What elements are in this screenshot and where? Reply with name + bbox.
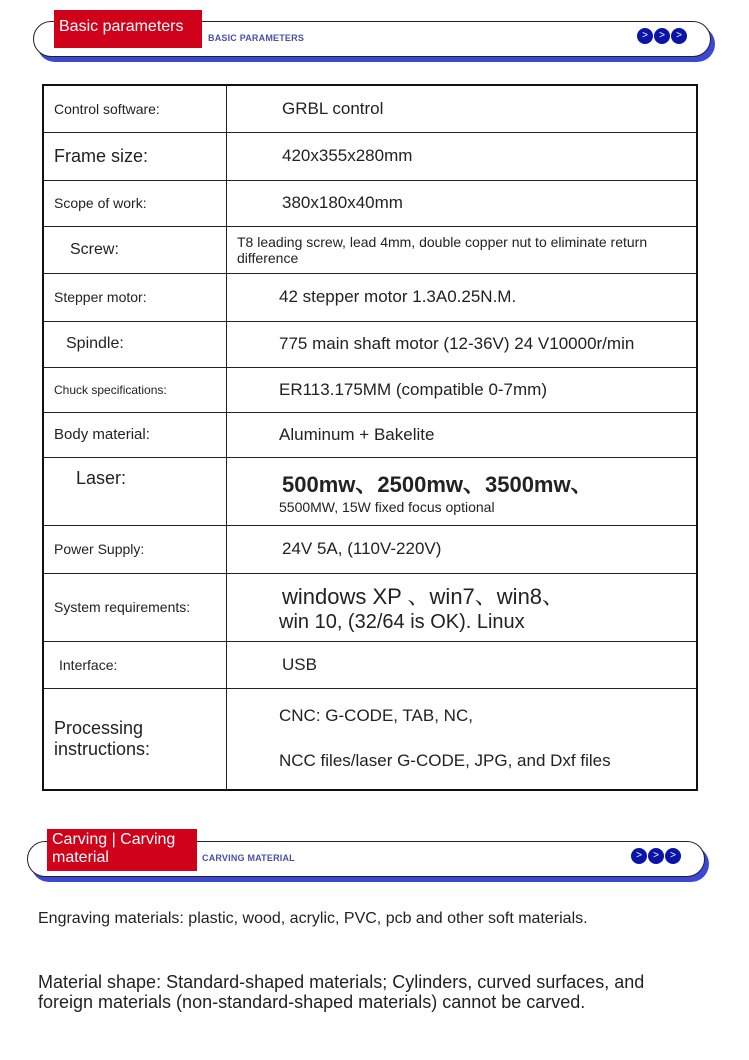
param-value: 420x355x280mm	[227, 132, 698, 180]
arrows-icon	[631, 848, 681, 864]
table-row	[43, 457, 697, 525]
table-row	[43, 525, 697, 573]
section-subtitle: CARVING MATERIAL	[202, 853, 295, 863]
param-value: 42 stepper motor 1.3A0.25N.M.	[227, 273, 698, 321]
section-title: Basic parameters	[54, 10, 202, 48]
param-value: CNC: G-CODE, TAB, NC,	[279, 706, 473, 726]
param-value-extra: NCC files/laser G-CODE, JPG, and Dxf files	[279, 751, 611, 771]
engraving-materials-text: Engraving materials: plastic, wood, acrylic, PVC, pcb and other soft materials.	[38, 910, 588, 927]
param-value: windows XP 、win7、win8、	[282, 584, 565, 609]
param-key: Processing instructions:	[43, 688, 227, 790]
param-key: Interface:	[43, 641, 227, 688]
arrow-right-icon: >	[648, 848, 664, 864]
param-key: Stepper motor:	[43, 273, 227, 321]
param-key: Power Supply:	[43, 525, 227, 573]
arrow-right-icon: >	[665, 848, 681, 864]
param-value: 775 main shaft motor (12-36V) 24 V10000r/min	[227, 321, 698, 367]
param-value: GRBL control	[227, 85, 698, 132]
param-value: 380x180x40mm	[227, 180, 698, 226]
arrow-right-icon: >	[671, 28, 687, 44]
param-value-extra: 5500MW, 15W fixed focus optional	[279, 498, 495, 515]
param-value: T8 leading screw, lead 4mm, double copper nut to eliminate return difference	[227, 226, 698, 273]
param-value-extra: win 10, (32/64 is OK). Linux	[279, 611, 525, 633]
param-key: Control software:	[43, 85, 227, 132]
table-row	[43, 412, 697, 457]
table-row	[43, 226, 697, 273]
table-row	[43, 573, 697, 641]
arrow-right-icon: >	[637, 28, 653, 44]
arrow-right-icon: >	[654, 28, 670, 44]
table-row	[43, 321, 697, 367]
table-row	[43, 641, 697, 688]
param-key: Screw:	[43, 226, 227, 273]
table-row	[43, 273, 697, 321]
param-key: System requirements:	[43, 573, 227, 641]
param-value: USB	[227, 641, 698, 688]
section-title: Carving | Carving material	[47, 829, 197, 871]
arrows-icon	[637, 28, 687, 44]
parameters-table	[42, 84, 698, 791]
param-value: Aluminum + Bakelite	[227, 412, 698, 457]
param-value: ER113.175MM (compatible 0-7mm)	[227, 367, 698, 412]
table-row	[43, 85, 697, 132]
param-key: Scope of work:	[43, 180, 227, 226]
table-row	[43, 688, 697, 790]
param-key: Body material:	[43, 412, 227, 457]
param-key: Laser:	[43, 457, 227, 525]
param-key: Spindle:	[43, 321, 227, 367]
table-row	[43, 132, 697, 180]
param-key: Chuck specifications:	[43, 367, 227, 412]
param-value: 24V 5A, (110V-220V)	[227, 525, 698, 573]
arrow-right-icon: >	[631, 848, 647, 864]
param-value: 500mw、2500mw、3500mw、	[282, 471, 593, 497]
table-row	[43, 367, 697, 412]
material-shape-text: Material shape: Standard-shaped materials; Cylinders, curved surfaces, and foreign materials (non-standard-shaped materials) cannot be carved.	[38, 972, 645, 1012]
param-key: Frame size:	[43, 132, 227, 180]
table-row	[43, 180, 697, 226]
section-subtitle: BASIC PARAMETERS	[208, 33, 305, 43]
